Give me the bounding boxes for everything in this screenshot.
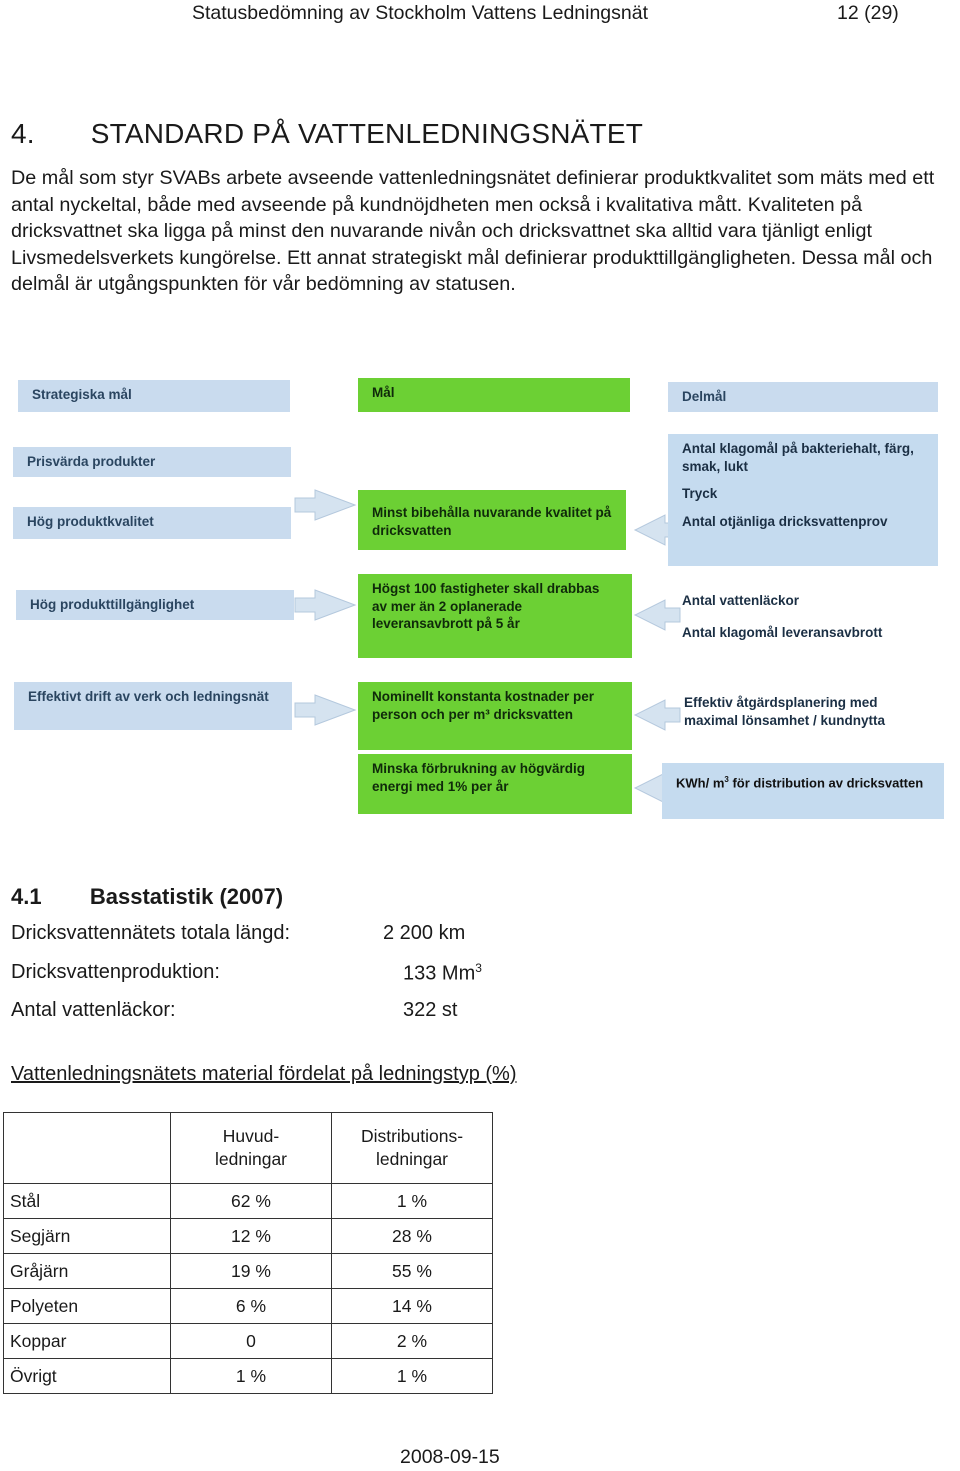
table-row: [4, 1219, 493, 1254]
material-name: Gråjärn: [4, 1254, 171, 1289]
stat-value-length: 2 200 km: [383, 922, 466, 944]
strategic-availability: Hög produkttillgänglighet: [16, 590, 294, 620]
goal-availability: Högst 100 fastigheter skall drabbas av mer än 2 oplanerade leveransavbrott på 5 år: [358, 574, 632, 658]
main-share: 0: [171, 1324, 332, 1359]
table-row: [4, 1324, 493, 1359]
stat-label-production: Dricksvattenproduktion:: [11, 961, 220, 983]
subgoal-availability-group: [668, 586, 938, 666]
goal-cost-text: Nominellt konstanta kostnader per person och per m³ dricksvatten: [372, 689, 595, 722]
chapter-title: STANDARD PÅ VATTENLEDNINGSNÄTET: [90, 118, 644, 149]
material-name: Koppar: [4, 1324, 171, 1359]
strategic-efficiency: Effektivt drift av verk och ledningsnät: [14, 682, 292, 730]
material-name: Övrigt: [4, 1359, 171, 1394]
header-goal: Mål: [358, 378, 630, 412]
stat-label-length: Dricksvattennätets totala längd:: [11, 922, 291, 944]
arrow-quality-left: [295, 490, 355, 520]
table-row: [4, 1184, 493, 1219]
table-row: [4, 1289, 493, 1324]
subgoal-quality-group: [668, 434, 938, 566]
subgoal-leaks: Antal vattenläckor: [682, 593, 800, 608]
running-header-page: 12 (29): [837, 2, 899, 24]
dist-share: 1 %: [332, 1184, 493, 1219]
table-row: [4, 1359, 493, 1394]
main-share: 19 %: [171, 1254, 332, 1289]
goal-energy: Minska förbrukning av högvärdig energi med 1% per år: [358, 754, 632, 814]
dist-share: 28 %: [332, 1219, 493, 1254]
subgoal-cost: Effektiv åtgärdsplanering med maximal lönsamhet / kundnytta: [684, 695, 886, 728]
chapter-number: 4.: [11, 118, 35, 149]
material-name: Segjärn: [4, 1219, 171, 1254]
chapter-heading: [11, 118, 643, 150]
dist-share: 55 %: [332, 1254, 493, 1289]
subgoal-unfit-samples: Antal otjänliga dricksvattenprov: [682, 513, 888, 529]
stat-label-leaks: Antal vattenläckor:: [11, 999, 176, 1021]
goal-diagram: [10, 370, 950, 825]
main-share: 12 %: [171, 1219, 332, 1254]
arrow-availability-left: [295, 590, 355, 620]
stat-value-production: 133 Mm$^3$: [403, 961, 482, 985]
table-header-main: Huvud- ledningar: [171, 1113, 332, 1184]
goal-cost: [358, 682, 632, 750]
header-strategic: Strategiska mål: [18, 380, 290, 412]
section-number: 4.1: [11, 884, 42, 909]
intro-paragraph: De mål som styr SVABs arbete avseende vattenledningsnätet definierar produktkvalitet som mäts med ett antal nyckeltal, både med avseende på kundnöjdheten men också i kvalitativa mått. Kvaliteten på dricksvattnet ska ligga på minst den nuvarande nivån och dricksvattnet ska alltid vara tjänligt enligt Livsmedelsverkets kungörelse. Ett annat strategiskt mål definierar produkttillgängligheten. Dessa mål och delmål är utgångspunkten för vår bedömning av statusen.: [11, 167, 935, 295]
subgoal-energy: KWh/ $m^3$ för distribution av dricksvatten: [662, 763, 944, 819]
material-table: [3, 1112, 493, 1394]
subgoal-complaints: Antal klagomål på bakteriehalt, färg, smak, lukt: [682, 441, 914, 474]
material-name: Stål: [4, 1184, 171, 1219]
dist-share: 14 %: [332, 1289, 493, 1324]
table-header-empty: [4, 1113, 171, 1184]
footer-date: 2008-09-15: [400, 1446, 500, 1468]
stat-value-leaks: 322 st: [403, 999, 458, 1021]
subgoal-pressure: Tryck: [682, 486, 718, 501]
dist-share: 1 %: [332, 1359, 493, 1394]
table-header-row: [4, 1113, 493, 1184]
material-name: Polyeten: [4, 1289, 171, 1324]
section-heading: [11, 884, 283, 910]
main-share: 6 %: [171, 1289, 332, 1324]
material-table-title: Vattenledningsnätets material fördelat på ledningstyp (%): [11, 1063, 517, 1085]
running-header-title: Statusbedömning av Stockholm Vattens Ledningsnät: [192, 2, 649, 24]
strategic-quality: Hög produktkvalitet: [13, 507, 291, 539]
header-subgoal: Delmål: [668, 382, 938, 412]
dist-share: 2 %: [332, 1324, 493, 1359]
table-header-dist: Distributions- ledningar: [332, 1113, 493, 1184]
arrow-cost-left: [295, 695, 355, 725]
strategic-affordable: Prisvärda produkter: [13, 447, 291, 477]
table-row: [4, 1254, 493, 1289]
main-share: 62 %: [171, 1184, 332, 1219]
main-share: 1 %: [171, 1359, 332, 1394]
section-title: Basstatistik (2007): [89, 884, 284, 909]
subgoal-outage-complaints: Antal klagomål leveransavbrott: [682, 624, 883, 640]
goal-quality: Minst bibehålla nuvarande kvalitet på dricksvatten: [358, 490, 626, 550]
